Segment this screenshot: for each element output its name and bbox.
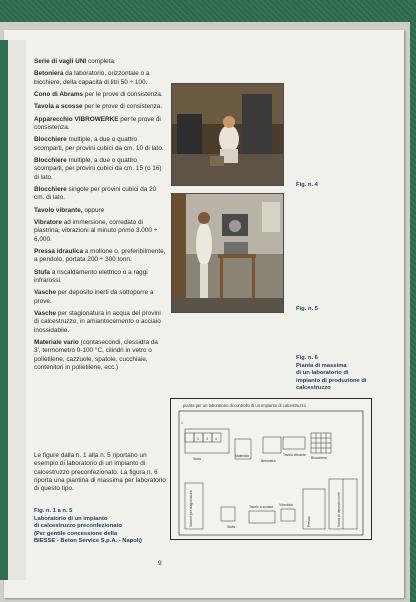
entry-description: completa. (86, 58, 116, 65)
equipment-entry (34, 339, 166, 372)
entry-description: per deposito inerti da sottoporre a prove. (34, 289, 154, 305)
equipment-entry (34, 91, 166, 99)
plan-box-label: 4 (215, 437, 217, 441)
equipment-entry (34, 103, 166, 111)
caption-fig-6: Fig. n. 6 Pianta di massima di un laboratorio di impianto di produzione di calcestruzzo (296, 355, 367, 392)
entry-term: Cono di Abrams (34, 90, 84, 98)
plan-label-pressa: Pressa (307, 516, 311, 527)
equipment-entry (34, 116, 166, 133)
page-left-edge (0, 40, 26, 580)
plan-label-vasche-stagionatura: Vasche per stagionatura (189, 490, 193, 527)
equipment-entry (34, 157, 166, 182)
plan-box-label: 2 (197, 437, 199, 441)
page-number: 9 (158, 560, 162, 567)
caption-fig-1-5: Fig. n. 1 a n. 5 Laboratorio di un impianto di calcestruzzo preconfezionato (Per gentile concessione della BIESSE - Beton Service S.p.A. - Napoli) (34, 508, 142, 545)
entry-description: a mollone o, preferibilmente, a pendolo, portata 200 ÷ 300 tonn. (34, 247, 166, 264)
plan-label-tavolo-scosse: Tavolo a scosse (249, 505, 274, 509)
entry-term: Tavolo vibrante, (34, 206, 83, 214)
plan-label-vasca-deposito: Vasca di deposito inerti (337, 492, 341, 527)
equipment-entry (34, 70, 166, 87)
entry-term: Pressa idraulica (34, 247, 84, 255)
equipment-entry (34, 248, 166, 265)
entry-term: Vasche (34, 289, 57, 297)
plan-label: 1 (181, 421, 183, 425)
plan-title: pianta per un laboratorio di controllo di un impianto di calcestruzzo (183, 403, 306, 408)
equipment-entry (34, 136, 166, 153)
plan-box-label: 3 (206, 437, 208, 441)
equipment-entry (34, 219, 166, 244)
entry-description: a riscaldamento elettrico o a raggi infrarossi. (34, 268, 148, 284)
entry-term: Betoniera (34, 70, 64, 78)
entry-description: per stagionatura in acqua dei provini di calcestruzzo, in amiantocemento o acciaio inossidabile. (34, 309, 161, 334)
entry-description: per le prove di consistenza. (82, 103, 163, 111)
caption-fig-4: Fig. n. 4 (296, 182, 318, 188)
plan-label-stufa: Stufa (193, 457, 201, 461)
paragraph-text: Le figure dalla n. 1 alla n. 5 riportano un esempio di laboratorio di un impianto di calcestruzzo preconfezionato. La figura n. 6 riporta una piantina di massima per laboratorio di questo tipo. (34, 452, 166, 493)
entry-description: da laboratorio, orizzontale o a bicchiere, della capacità di litri 50 ÷ 100. (34, 70, 150, 86)
entry-term: Serie di vagli UNI (34, 58, 87, 65)
entry-description: multiple, a due o quattro scomparti, per provini cubici da cm. 10 di lato. (34, 136, 164, 152)
plan-label-blocchiere: Blocchiere (311, 456, 327, 460)
plan-label-vibrobloc: Vibrobloc (279, 503, 294, 507)
entry-description: multiple, a due o quattro scomparti, per provini cubici da cm. 15 (o 16) di lato. (34, 156, 162, 181)
plan-label-betoniera: Betoniera (261, 459, 276, 463)
entry-description: oppure (82, 206, 105, 214)
equipment-entry (34, 310, 166, 335)
entry-term: Blocchiere (34, 136, 67, 144)
entry-term: Stufa (34, 268, 50, 276)
plan-label-materiale: Materiale (235, 454, 249, 458)
equipment-entry (34, 289, 166, 306)
photo-fig-4 (171, 83, 284, 186)
equipment-entry (34, 207, 166, 215)
equipment-list (34, 58, 166, 376)
entry-term: Vibratore (34, 218, 62, 226)
equipment-entry (34, 269, 166, 286)
plan-drawing (171, 399, 371, 539)
entry-term: Materiale vario (34, 338, 79, 346)
entry-term: Blocchiere (34, 185, 67, 193)
plan-label-tavolo-vibrante: Tavolo vibrante (283, 453, 306, 457)
entry-description: singole per provini cubici da 20 cm. di lato. (34, 185, 157, 202)
entry-term: Vasche (34, 309, 57, 317)
equipment-entry (34, 186, 166, 203)
entry-description: ad immersione, corredato di piastrina, vibrazioni al minuto primo 3.000 ÷ 6.000. (34, 218, 158, 243)
entry-description: per le prove di consistenza. (34, 115, 161, 131)
entry-term: Tavola a scosse (34, 103, 83, 111)
entry-description: per le prove di consistenza. (83, 90, 163, 98)
entry-description: (contasecondi, clessidra da 3', termometro 0-100 °C, cilindri in vetro o polietilene, cazzuole, spatole, cucchiaie, contenitori in polietilene, ecc.) (34, 338, 158, 371)
entry-term: Blocchiere (34, 156, 67, 164)
equipment-entry (34, 58, 166, 66)
photo-fig-5 (171, 193, 284, 313)
floor-plan (170, 398, 372, 540)
plan-label-stufa-2: Stufa (227, 525, 235, 529)
caption-fig-5: Fig. n. 5 (296, 306, 318, 312)
entry-term: Apparecchio VIBROWERKE (34, 115, 119, 123)
